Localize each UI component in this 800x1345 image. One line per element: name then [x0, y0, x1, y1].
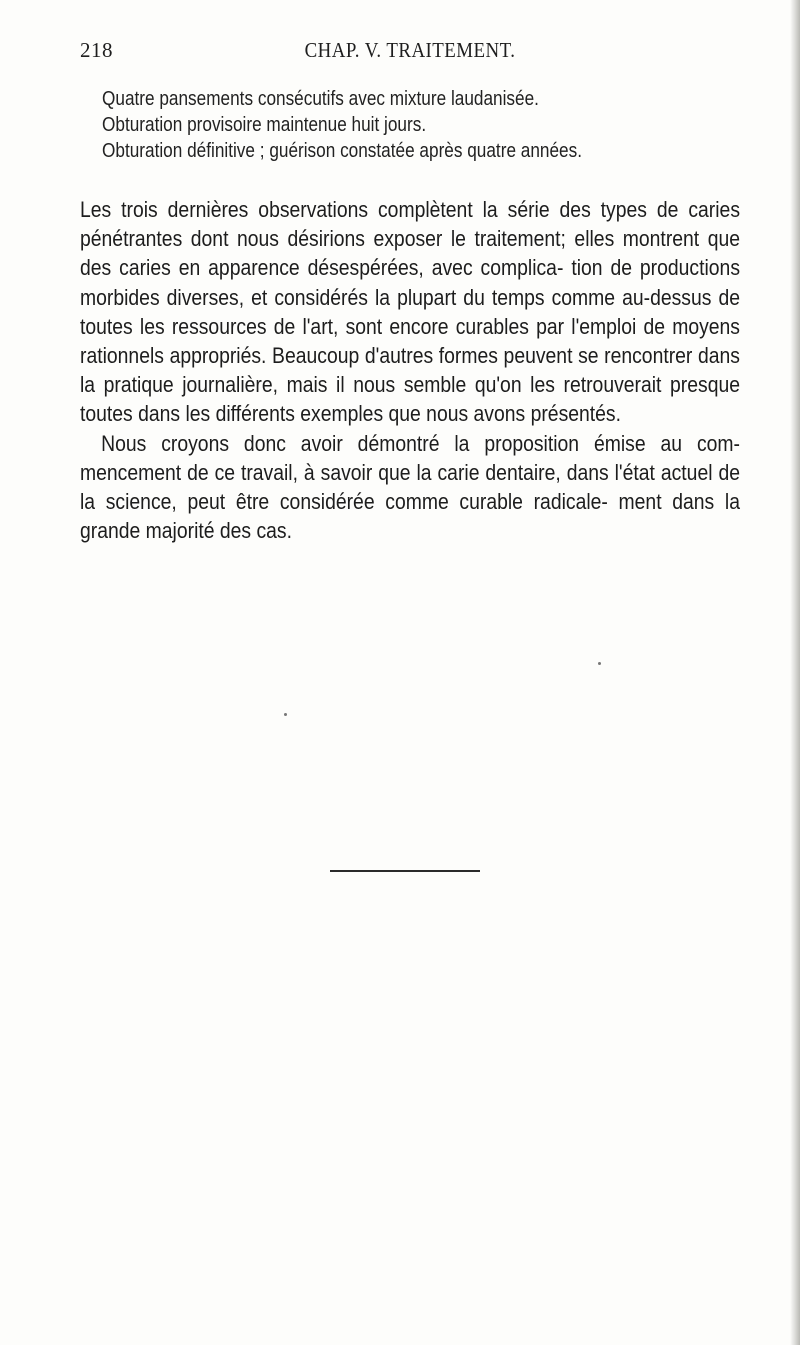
- print-speck: [598, 662, 601, 665]
- section-end-rule: [330, 870, 480, 872]
- case-note-line: Obturation définitive ; guérison constatée après quatre années.: [102, 140, 583, 162]
- page-number: 218: [80, 38, 113, 62]
- running-title: CHAP. V. TRAITEMENT.: [304, 38, 516, 62]
- case-note-line: Quatre pansements consécutifs avec mixture laudanisée.: [102, 88, 539, 110]
- page-edge-shadow: [790, 0, 800, 1345]
- print-speck: [284, 713, 287, 716]
- case-note-line: Obturation provisoire maintenue huit jours.: [102, 114, 427, 136]
- paragraph: Les trois dernières observations complètent la série des types de caries pénétrantes dont nous désirions exposer le traitement; elles montrent que des caries en apparence désespérées, avec complica- tion de productions morbides diverses, et considérés la plupart du temps comme au-dessus de toutes les ressources de l'art, sont encore curables par l'emploi de moyens rationnels appropriés. Beaucoup d'autres formes peuvent se rencontrer dans la pratique journalière, mais il nous semble qu'on les retrouverait presque toutes dans les différents exemples que nous avons présentés.: [80, 197, 740, 427]
- paragraph: Nous croyons donc avoir démontré la proposition émise au com- mencement de ce travail, à savoir que la carie dentaire, dans l'état actuel de la science, peut être considérée comme curable radicale- ment dans la grande majorité des cas.: [80, 430, 740, 544]
- case-notes: [102, 86, 742, 164]
- running-head: [80, 38, 740, 68]
- body-text: [80, 195, 740, 545]
